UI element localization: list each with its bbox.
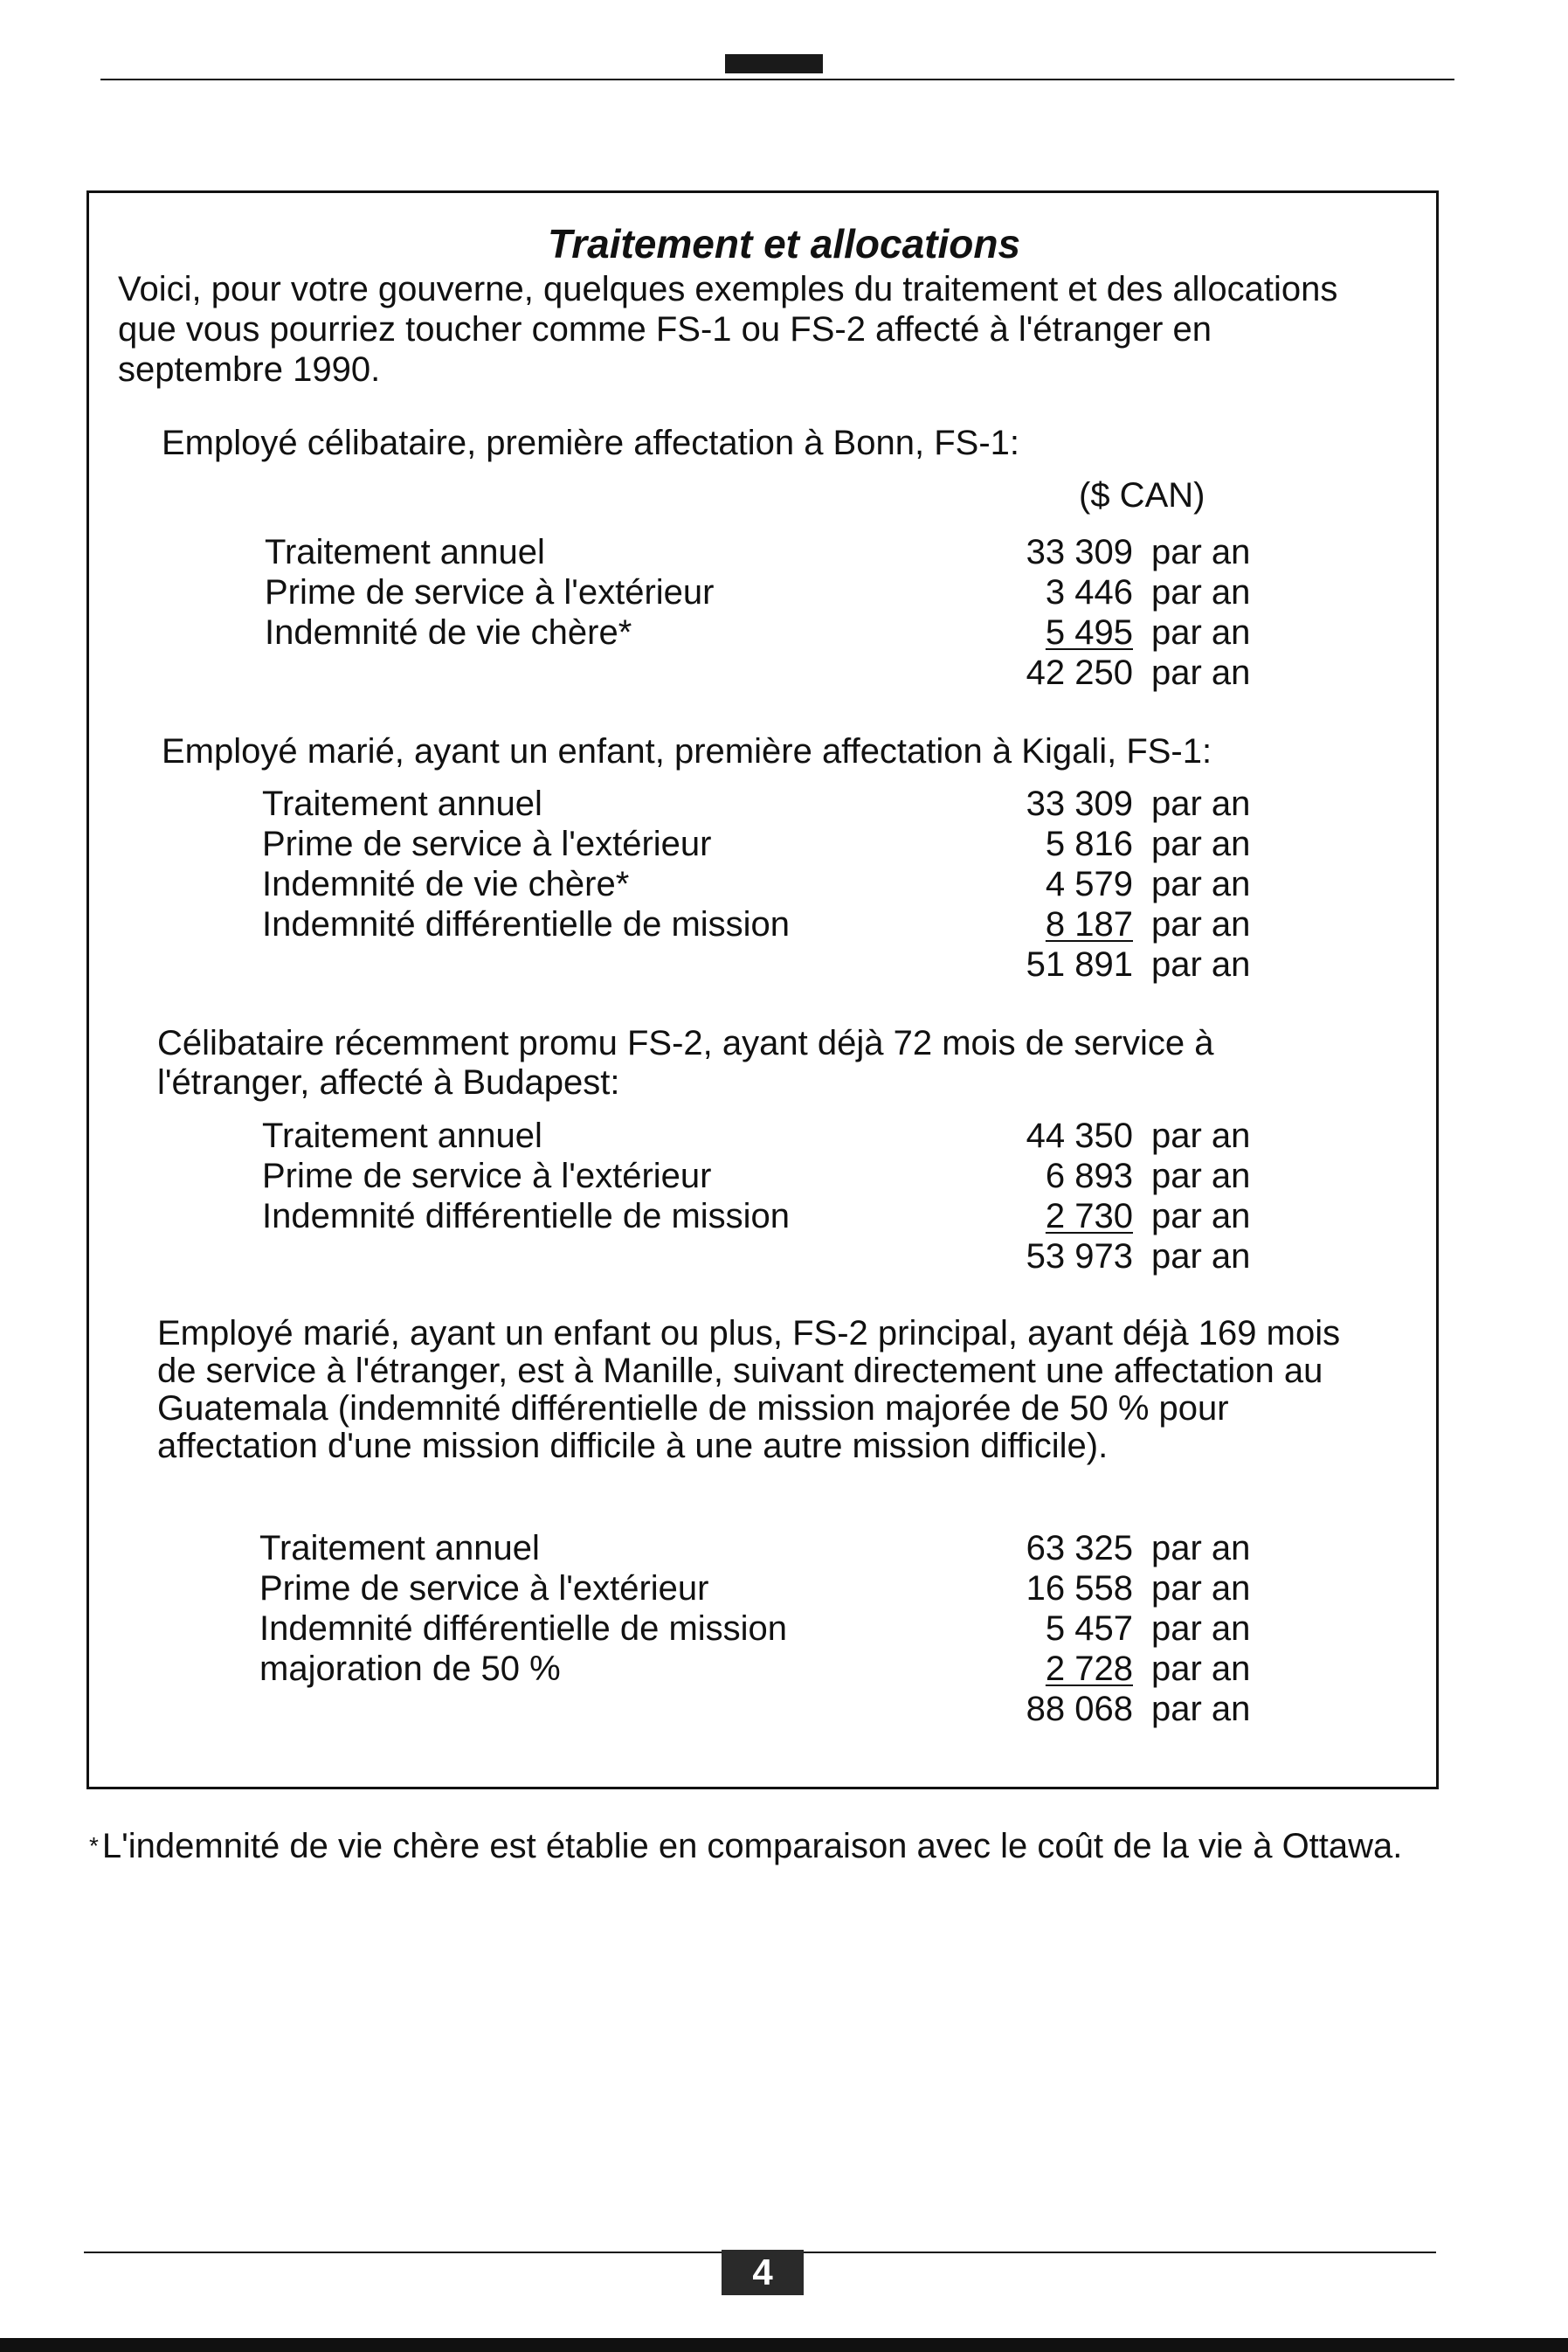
row-label: Prime de service à l'extérieur <box>265 573 715 612</box>
row-label: Traitement annuel <box>262 785 542 823</box>
total-amount: 51 891 <box>1026 945 1133 984</box>
row-amount: 44 350 <box>1026 1117 1133 1155</box>
row-label: majoration de 50 % <box>259 1650 561 1688</box>
total-amount: 42 250 <box>1026 654 1133 692</box>
row-amount: 63 325 <box>1026 1529 1133 1567</box>
row-unit: par an <box>1151 1609 1251 1648</box>
row-unit: par an <box>1151 865 1251 903</box>
row-amount: 33 309 <box>1026 533 1133 571</box>
row-unit: par an <box>1151 1197 1251 1235</box>
row-label: Traitement annuel <box>262 1117 542 1155</box>
row-unit: par an <box>1151 533 1251 571</box>
section-heading-kigali: Employé marié, ayant un enfant, première affectation à Kigali, FS-1: <box>162 732 1212 771</box>
row-label: Indemnité différentielle de mission <box>259 1609 788 1648</box>
page-title: Traitement et allocations <box>547 221 1021 266</box>
total-row <box>0 1237 1568 1277</box>
footnote-marker: * <box>89 1832 99 1859</box>
row-label: Indemnité de vie chère* <box>262 865 630 903</box>
row-amount: 2 728 <box>1045 1650 1133 1688</box>
table-row <box>0 905 1568 945</box>
table-row <box>0 1197 1568 1237</box>
table-row <box>0 785 1568 825</box>
table-row <box>0 1157 1568 1197</box>
row-amount: 2 730 <box>1045 1197 1133 1235</box>
total-row <box>0 945 1568 986</box>
total-row <box>0 1690 1568 1730</box>
row-unit: par an <box>1151 945 1251 984</box>
row-unit: par an <box>1151 1529 1251 1567</box>
row-amount: 5 457 <box>1045 1609 1133 1648</box>
row-label: Prime de service à l'extérieur <box>262 825 712 863</box>
row-label: Prime de service à l'extérieur <box>262 1157 712 1195</box>
row-amount: 3 446 <box>1045 573 1133 612</box>
table-row <box>0 1609 1568 1650</box>
row-unit: par an <box>1151 654 1251 692</box>
row-label: Indemnité de vie chère* <box>265 613 632 652</box>
section-heading-manille: Employé marié, ayant un enfant ou plus, FS-2 principal, ayant déjà 169 mois de service à l'étranger, est à Manille, suivant directement une affectation au Guatemala (indemnité différentielle de mission majorée de 50 % pour affectation d'une mission difficile à une autre mission difficile). <box>157 1314 1341 1465</box>
table-row <box>0 1650 1568 1690</box>
row-unit: par an <box>1151 1690 1251 1728</box>
row-label: Indemnité différentielle de mission <box>262 905 791 944</box>
footnote <box>89 1826 1452 1866</box>
table-row <box>0 533 1568 573</box>
row-unit: par an <box>1151 1237 1251 1276</box>
row-label: Indemnité différentielle de mission <box>262 1197 791 1235</box>
table-row <box>0 573 1568 613</box>
row-label: Prime de service à l'extérieur <box>259 1569 709 1608</box>
total-amount: 53 973 <box>1026 1237 1133 1276</box>
row-label: Traitement annuel <box>265 533 545 571</box>
table-row <box>0 1529 1568 1569</box>
table-row <box>0 1117 1568 1157</box>
row-amount: 8 187 <box>1045 905 1133 944</box>
row-amount: 16 558 <box>1026 1569 1133 1608</box>
table-row <box>0 1569 1568 1609</box>
row-unit: par an <box>1151 1117 1251 1155</box>
section-heading-budapest: Célibataire récemment promu FS-2, ayant déjà 72 mois de service à l'étranger, affecté à Budapest: <box>157 1024 1214 1102</box>
currency-header: ($ CAN) <box>1079 476 1205 515</box>
row-unit: par an <box>1151 1650 1251 1688</box>
header-tab <box>725 54 823 73</box>
row-unit: par an <box>1151 905 1251 944</box>
row-amount: 33 309 <box>1026 785 1133 823</box>
page-number: 4 <box>722 2250 804 2295</box>
section-heading-bonn: Employé célibataire, première affectation à Bonn, FS-1: <box>162 424 1019 462</box>
bottom-edge <box>0 2338 1568 2352</box>
top-rule <box>100 79 1454 80</box>
row-amount: 5 495 <box>1045 613 1133 652</box>
row-amount: 4 579 <box>1045 865 1133 903</box>
row-amount: 5 816 <box>1045 825 1133 863</box>
total-amount: 88 068 <box>1026 1690 1133 1728</box>
row-unit: par an <box>1151 573 1251 612</box>
table-row <box>0 865 1568 905</box>
table-row <box>0 613 1568 654</box>
row-amount: 6 893 <box>1045 1157 1133 1195</box>
row-unit: par an <box>1151 613 1251 652</box>
row-unit: par an <box>1151 825 1251 863</box>
intro-paragraph: Voici, pour votre gouverne, quelques exemples du traitement et des allocations que vous pourriez toucher comme FS-1 ou FS-2 affecté à l'étranger en septembre 1990. <box>118 270 1338 389</box>
row-label: Traitement annuel <box>259 1529 540 1567</box>
row-unit: par an <box>1151 1569 1251 1608</box>
table-row <box>0 825 1568 865</box>
total-row <box>0 654 1568 694</box>
row-unit: par an <box>1151 785 1251 823</box>
row-unit: par an <box>1151 1157 1251 1195</box>
footnote-text: L'indemnité de vie chère est établie en comparaison avec le coût de la vie à Ottawa. <box>101 1827 1403 1865</box>
